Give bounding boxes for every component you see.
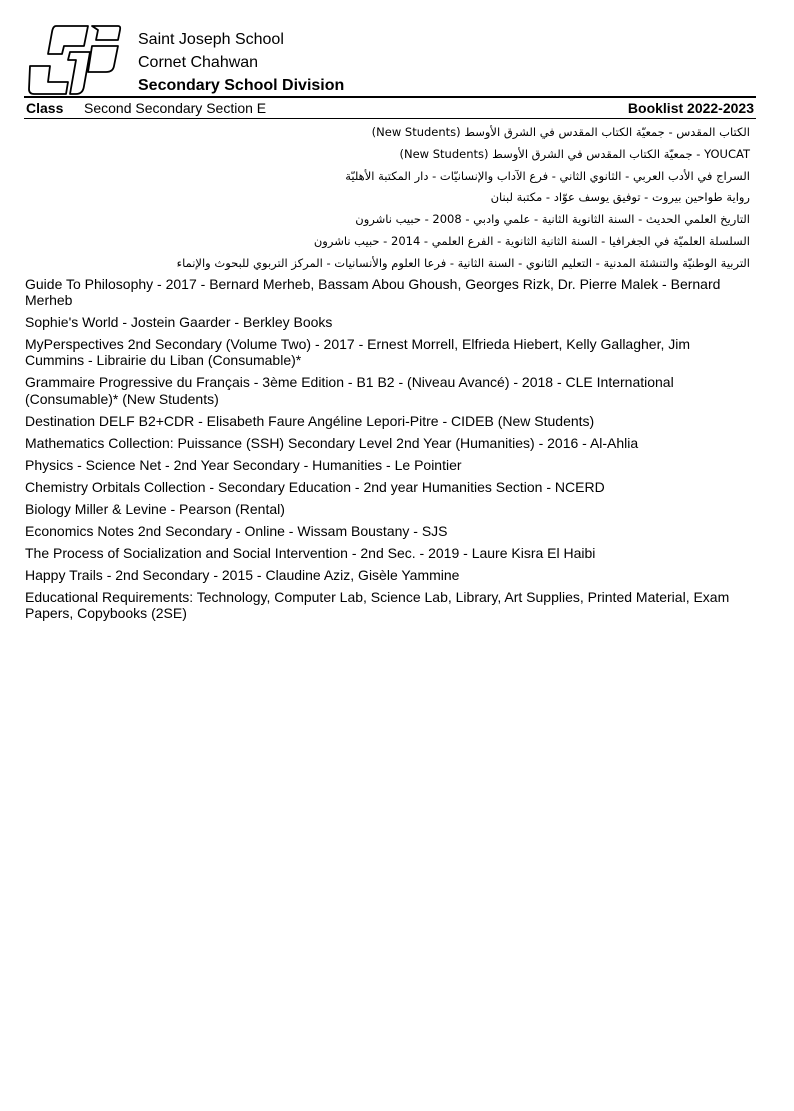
book-item: Destination DELF B2+CDR - Elisabeth Faure Angéline Lepori-Pitre - CIDEB (New Students) [25, 412, 595, 429]
school-location: Cornet Chahwan [138, 54, 259, 71]
book-item: Guide To Philosophy - 2017 - Bernard Merheb, Bassam Abou Ghoush, Georges Rizk, Dr. Pierre Malek - Bernard Merheb [25, 276, 721, 309]
arabic-book-item: السلسلة العلميّة في الجغرافيا - السنة الثانية الثانوية - الفرع العلمي - 2014 - حبيب ناشرون [313, 233, 750, 248]
book-item: Happy Trails - 2nd Secondary - 2015 - Claudine Aziz, Gisèle Yammine [25, 566, 460, 583]
book-list [25, 276, 745, 627]
book-item: Physics - Science Net - 2nd Year Secondary - Humanities - Le Pointier [25, 456, 462, 473]
school-division: Secondary School Division [138, 77, 345, 94]
arabic-book-item: YOUCAT - جمعيّة الكتاب المقدس في الشرق الأوسط (New Students) [399, 146, 750, 161]
class-label: Class [26, 100, 64, 116]
class-value: Second Secondary Section E [84, 100, 267, 116]
book-item: Mathematics Collection: Puissance (SSH) Secondary Level 2nd Year (Humanities) - 2016 - Al-Ahlia [25, 434, 639, 451]
book-item: MyPerspectives 2nd Secondary (Volume Two) - 2017 - Ernest Morrell, Elfrieda Hiebert, Kelly Gallagher, Jim Cummins - Librairie du Liban (Consumable)* [25, 336, 691, 369]
arabic-book-item: السراج في الأدب العربي - الثانوي الثاني - فرع الآداب والإنسانيّات - دار المكتبة الأهليّة [345, 168, 750, 183]
school-header [138, 28, 344, 97]
class-bar-rule [24, 118, 756, 119]
booklist-title: Booklist 2022-2023 [627, 100, 754, 116]
book-item: Grammaire Progressive du Français - 3ème Edition - B1 B2 - (Niveau Avancé) - 2018 - CLE International (Consumable)* (New Students) [25, 374, 674, 407]
school-logo [26, 24, 122, 96]
book-item: Sophie's World - Jostein Gaarder - Berkley Books [25, 314, 333, 331]
class-bar [26, 99, 754, 117]
arabic-book-item: الكتاب المقدس - جمعيّة الكتاب المقدس في الشرق الأوسط (New Students) [371, 125, 750, 139]
school-name: Saint Joseph School [138, 31, 284, 48]
header-rule [24, 96, 756, 98]
arabic-book-list [150, 122, 750, 275]
book-item: Educational Requirements: Technology, Computer Lab, Science Lab, Library, Art Supplies, Printed Material, Exam Papers, Copybooks (2SE) [25, 588, 730, 621]
book-item: Chemistry Orbitals Collection - Secondary Education - 2nd year Humanities Section - NCERD [25, 478, 605, 495]
book-item: The Process of Socialization and Social Intervention - 2nd Sec. - 2019 - Laure Kisra El Haibi [25, 544, 596, 561]
arabic-book-item: التاريخ العلمي الحديث - السنة الثانوية الثانية - علمي وادبي - 2008 - حبيب ناشرون [355, 212, 750, 227]
arabic-book-item: التربية الوطنيّة والتنشئة المدنية - التعليم الثانوي - السنة الثانية - فرعا العلوم والأنسانيات - المركز التربوي للبحوث والإنماء [176, 255, 750, 270]
arabic-book-item: رواية طواحين بيروت - توفيق يوسف عوّاد - مكتبة لبنان [490, 190, 750, 205]
book-item: Economics Notes 2nd Secondary - Online - Wissam Boustany - SJS [25, 522, 448, 539]
book-item: Biology Miller & Levine - Pearson (Rental) [25, 500, 285, 517]
